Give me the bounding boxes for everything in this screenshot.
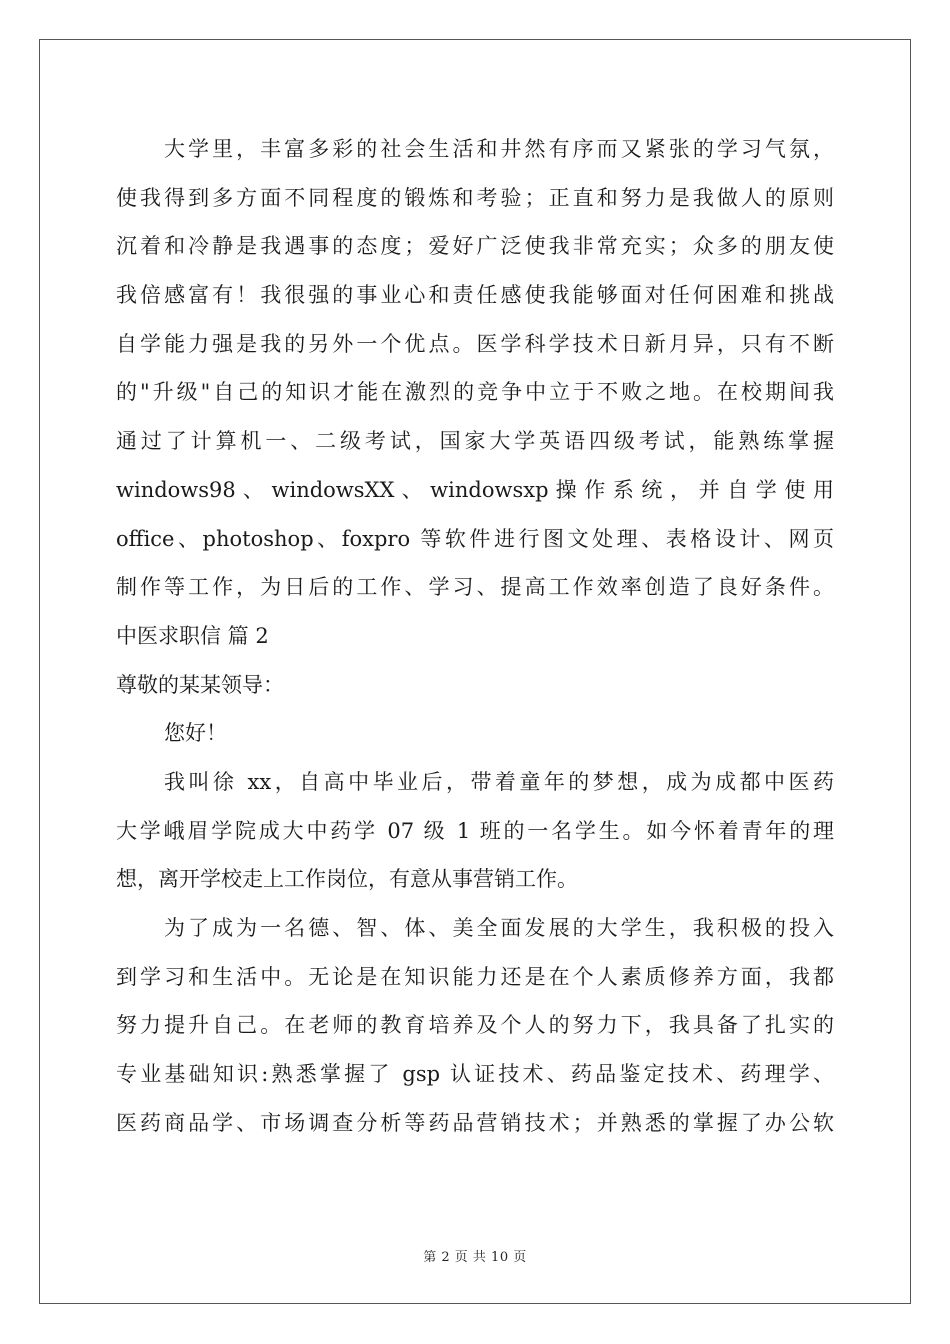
text-line: 努力提升自己。在老师的教育培养及个人的努力下，我具备了扎实的 bbox=[116, 1013, 834, 1038]
text-line: 大学里，丰富多彩的社会生活和井然有序而又紧张的学习气氛， bbox=[164, 137, 834, 161]
text-line: 到学习和生活中。无论是在知识能力还是在个人素质修养方面，我都 bbox=[116, 964, 834, 989]
text-line: 专业基础知识:熟悉掌握了 gsp 认证技术、药品鉴定技术、药理学、 bbox=[116, 1062, 834, 1087]
text-line: 大学峨眉学院成大中药学 07 级 1 班的一名学生。如今怀着青年的理 bbox=[116, 818, 834, 843]
text-line: 我叫徐 xx，自高中毕业后，带着童年的梦想，成为成都中医药 bbox=[164, 769, 834, 794]
page-number-footer: 第 2 页 共 10 页 bbox=[423, 1250, 527, 1265]
text-line: windows98 、 windowsXX 、 windowsxp 操 作 系 统 ， 并 自 学 使 用 bbox=[116, 477, 834, 502]
text-line: 为了成为一名德、智、体、美全面发展的大学生，我积极的投入 bbox=[164, 916, 834, 940]
greeting: 您好！ bbox=[164, 721, 227, 746]
text-line: 医药商品学、市场调查分析等药品营销技术；并熟悉的掌握了办公软 bbox=[116, 1110, 834, 1135]
text-line: 自学能力强是我的另外一个优点。医学科学技术日新月异，只有不断 bbox=[116, 331, 834, 356]
document-body bbox=[116, 125, 834, 1147]
section-heading: 中医求职信 篇 2 bbox=[116, 623, 269, 648]
text-line: 想，离开学校走上工作岗位，有意从事营销工作。 bbox=[116, 867, 578, 892]
text-line: 我倍感富有！我很强的事业心和责任感使我能够面对任何困难和挑战 bbox=[116, 283, 834, 308]
text-line: 的"升级"自己的知识才能在激烈的竞争中立于不败之地。在校期间我 bbox=[116, 380, 834, 405]
text-line: 制作等工作，为日后的工作、学习、提高工作效率创造了良好条件。 bbox=[116, 575, 834, 600]
text-line: 通过了计算机一、二级考试，国家大学英语四级考试，能熟练掌握 bbox=[116, 429, 834, 454]
text-line: 沉着和冷静是我遇事的态度；爱好广泛使我非常充实；众多的朋友使 bbox=[116, 234, 834, 259]
text-line: 使我得到多方面不同程度的锻炼和考验；正直和努力是我做人的原则 bbox=[116, 185, 834, 210]
text-line: office、photoshop、foxpro 等软件进行图文处理、表格设计、网页 bbox=[116, 526, 834, 551]
salutation: 尊敬的某某领导： bbox=[116, 672, 284, 697]
